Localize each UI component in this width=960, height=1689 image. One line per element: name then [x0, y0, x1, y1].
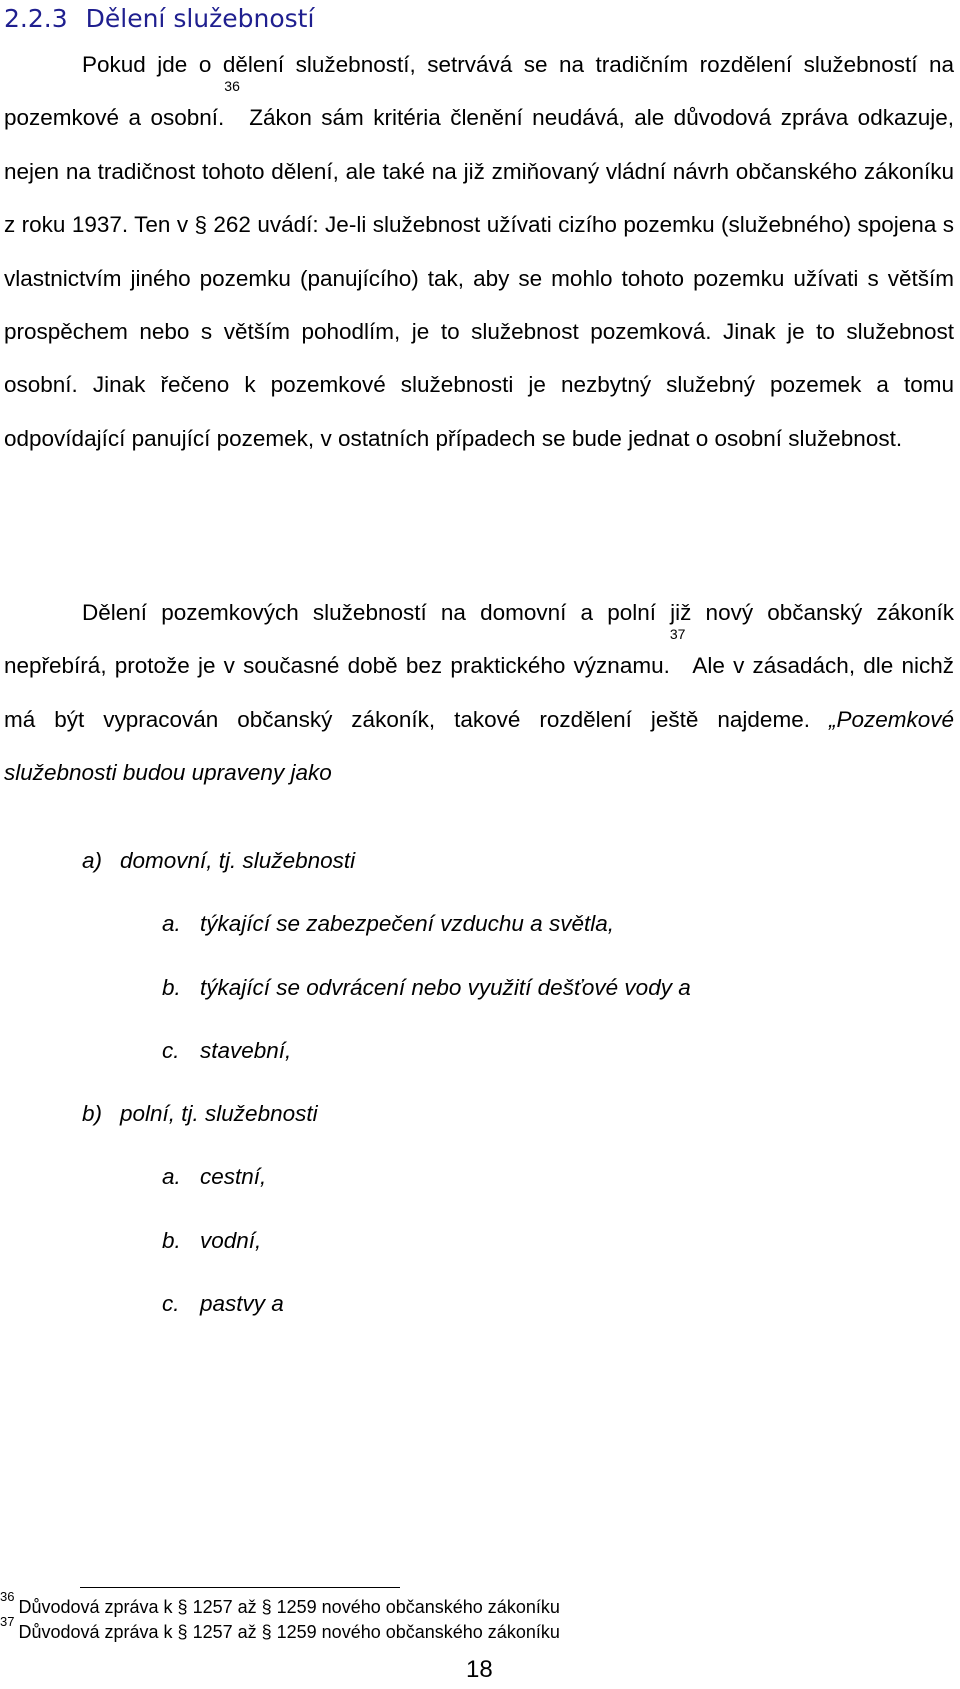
- sublist-marker: c.: [162, 1038, 180, 1063]
- footnote-number: 37: [0, 1614, 15, 1629]
- footnote-ref-36[interactable]: 36: [224, 78, 240, 95]
- paragraph1-text-start: Pokud jde o dělení služebností, setrvává se na tradičním rozdělení služebností na pozemkové a osobní.: [4, 52, 954, 131]
- footnote-37: [0, 1614, 560, 1643]
- sublist-marker: b.: [162, 975, 181, 1000]
- section-heading: [4, 4, 314, 34]
- sublist-marker: a.: [162, 911, 181, 936]
- footnote-ref-37[interactable]: 37: [669, 626, 686, 643]
- sublist-item-text: stavební,: [200, 1038, 292, 1063]
- sublist-item: [162, 1289, 284, 1319]
- sublist-item-text: pastvy a: [200, 1291, 284, 1316]
- sublist-item-text: týkající se zabezpečení vzduchu a světla,: [200, 911, 614, 936]
- list-item-text: polní, tj. služebnosti: [120, 1101, 318, 1126]
- footnote-text: Důvodová zpráva k § 1257 až § 1259 nového občanského zákoníku: [18, 1622, 560, 1642]
- section-title: Dělení služebností: [85, 4, 315, 33]
- sublist-item: [162, 909, 614, 939]
- footnote-number: 36: [0, 1589, 15, 1604]
- sublist-marker: c.: [162, 1291, 180, 1316]
- sublist-item: [162, 1036, 291, 1066]
- paragraph2-text-start: Dělení pozemkových služebností na domovní a polní již nový občanský zákoník nepřebírá, protože je v současné době bez praktického významu.: [4, 600, 954, 679]
- footnote-36: [0, 1589, 560, 1618]
- sublist-marker: b.: [162, 1228, 181, 1253]
- paragraph-land-easements: [4, 586, 954, 800]
- footnote-text: Důvodová zpráva k § 1257 až § 1259 nového občanského zákoníku: [18, 1597, 560, 1617]
- paragraph-division-of-easements: [4, 38, 954, 465]
- sublist-item-text: vodní,: [200, 1228, 262, 1253]
- page-number: 18: [466, 1656, 493, 1683]
- list-item-b: [82, 1099, 318, 1129]
- list-marker: a): [82, 848, 103, 873]
- list-item-text: domovní, tj. služebnosti: [120, 848, 356, 873]
- section-number: 2.2.3: [4, 4, 68, 33]
- sublist-marker: a.: [162, 1164, 181, 1189]
- paragraph2-text-middle: Ale v zásadách, dle nichž má být vypracován občanský zákoník, takové rozdělení ještě najdeme.: [4, 653, 954, 732]
- list-marker: b): [82, 1101, 103, 1126]
- list-item-a: [82, 846, 355, 876]
- sublist-item: [162, 973, 691, 1003]
- footnote-separator: [80, 1587, 400, 1588]
- sublist-item: [162, 1226, 261, 1256]
- paragraph2-quote: „Pozemkové služebnosti budou upraveny jako: [4, 706, 954, 786]
- sublist-item-text: týkající se odvrácení nebo využití dešťové vody a: [200, 975, 691, 1000]
- sublist-item-text: cestní,: [200, 1164, 267, 1189]
- paragraph1-text-end: Zákon sám kritéria členění neudává, ale důvodová zpráva odkazuje, nejen na tradičnost tohoto dělení, ale také na již zmiňovaný vládní návrh občanského zákoníku z roku 1937. Ten v § 262 uvádí: Je-li služebnost užívati cizího pozemku (služebného) spojena s vlastnictvím jiného pozemku (panujícího) tak, aby se mohlo tohoto pozemku užívati s větším prospěchem nebo s větším pohodlím, je to služebnost pozemková. Jinak je to služebnost osobní. Jinak řečeno k pozemkové služebnosti je nezbytný služebný pozemek a tomu odpovídající panující pozemek, v ostatních případech se bude jednat o osobní služebnost.: [4, 105, 955, 451]
- sublist-item: [162, 1162, 266, 1192]
